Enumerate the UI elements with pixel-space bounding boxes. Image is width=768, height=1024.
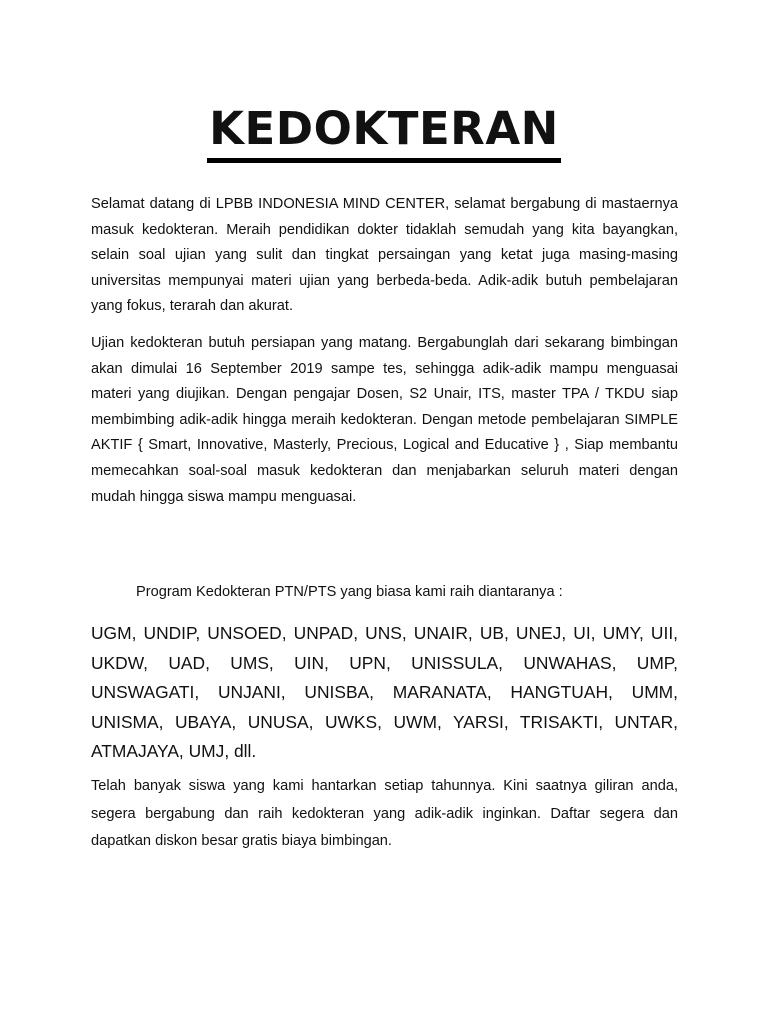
document-title-text: KEDOKTERAN <box>207 100 561 163</box>
intro-paragraph: Selamat datang di LPBB INDONESIA MIND CENTER, selamat bergabung di mastaernya masuk kedokteran. Meraih pendidikan dokter tidaklah semudah yang kita bayangkan, selain soal ujian yang sulit dan tingkat persaingan yang ketat juga masing-masing universitas mempunyai materi ujian yang berbeda-beda. Adik-adik butuh pembelajaran yang fokus, terarah dan akurat. <box>91 196 678 315</box>
preparation-paragraph: Ujian kedokteran butuh persiapan yang matang. Bergabunglah dari sekarang bimbingan akan dimulai 16 September 2019 sampe tes, sehingga adik-adik mampu menguasai materi yang diujikan. Dengan pengajar Dosen, S2 Unair, ITS, master TPA / TKDU siap membimbing adik-adik hingga meraih kedokteran. Dengan metode pembelajaran SIMPLE AKTIF { Smart, Innovative, Masterly, Precious, Logical and Educative } , Siap membantu memecahkan soal-soal masuk kedokteran dan menjabarkan seluruh materi dengan mudah hingga siswa mampu menguasai. <box>91 335 678 505</box>
closing-paragraph: Telah banyak siswa yang kami hantarkan setiap tahunnya. Kini saatnya giliran anda, segera bergabung dan raih kedokteran yang adik-adik inginkan. Daftar segera dan dapatkan diskon besar gratis biaya bimbingan. <box>91 778 678 849</box>
document-title <box>0 100 768 163</box>
program-heading: Program Kedokteran PTN/PTS yang biasa kami raih diantaranya : <box>136 584 563 600</box>
university-list: UGM, UNDIP, UNSOED, UNPAD, UNS, UNAIR, UB, UNEJ, UI, UMY, UII, UKDW, UAD, UMS, UIN, UPN, UNISSULA, UNWAHAS, UMP, UNSWAGATI, UNJANI, UNISBA, MARANATA, HANGTUAH, UMM, UNISMA, UBAYA, UNUSA, UWKS, UWM, YARSI, TRISAKTI, UNTAR, ATMAJAYA, UMJ, dll. <box>91 623 678 761</box>
